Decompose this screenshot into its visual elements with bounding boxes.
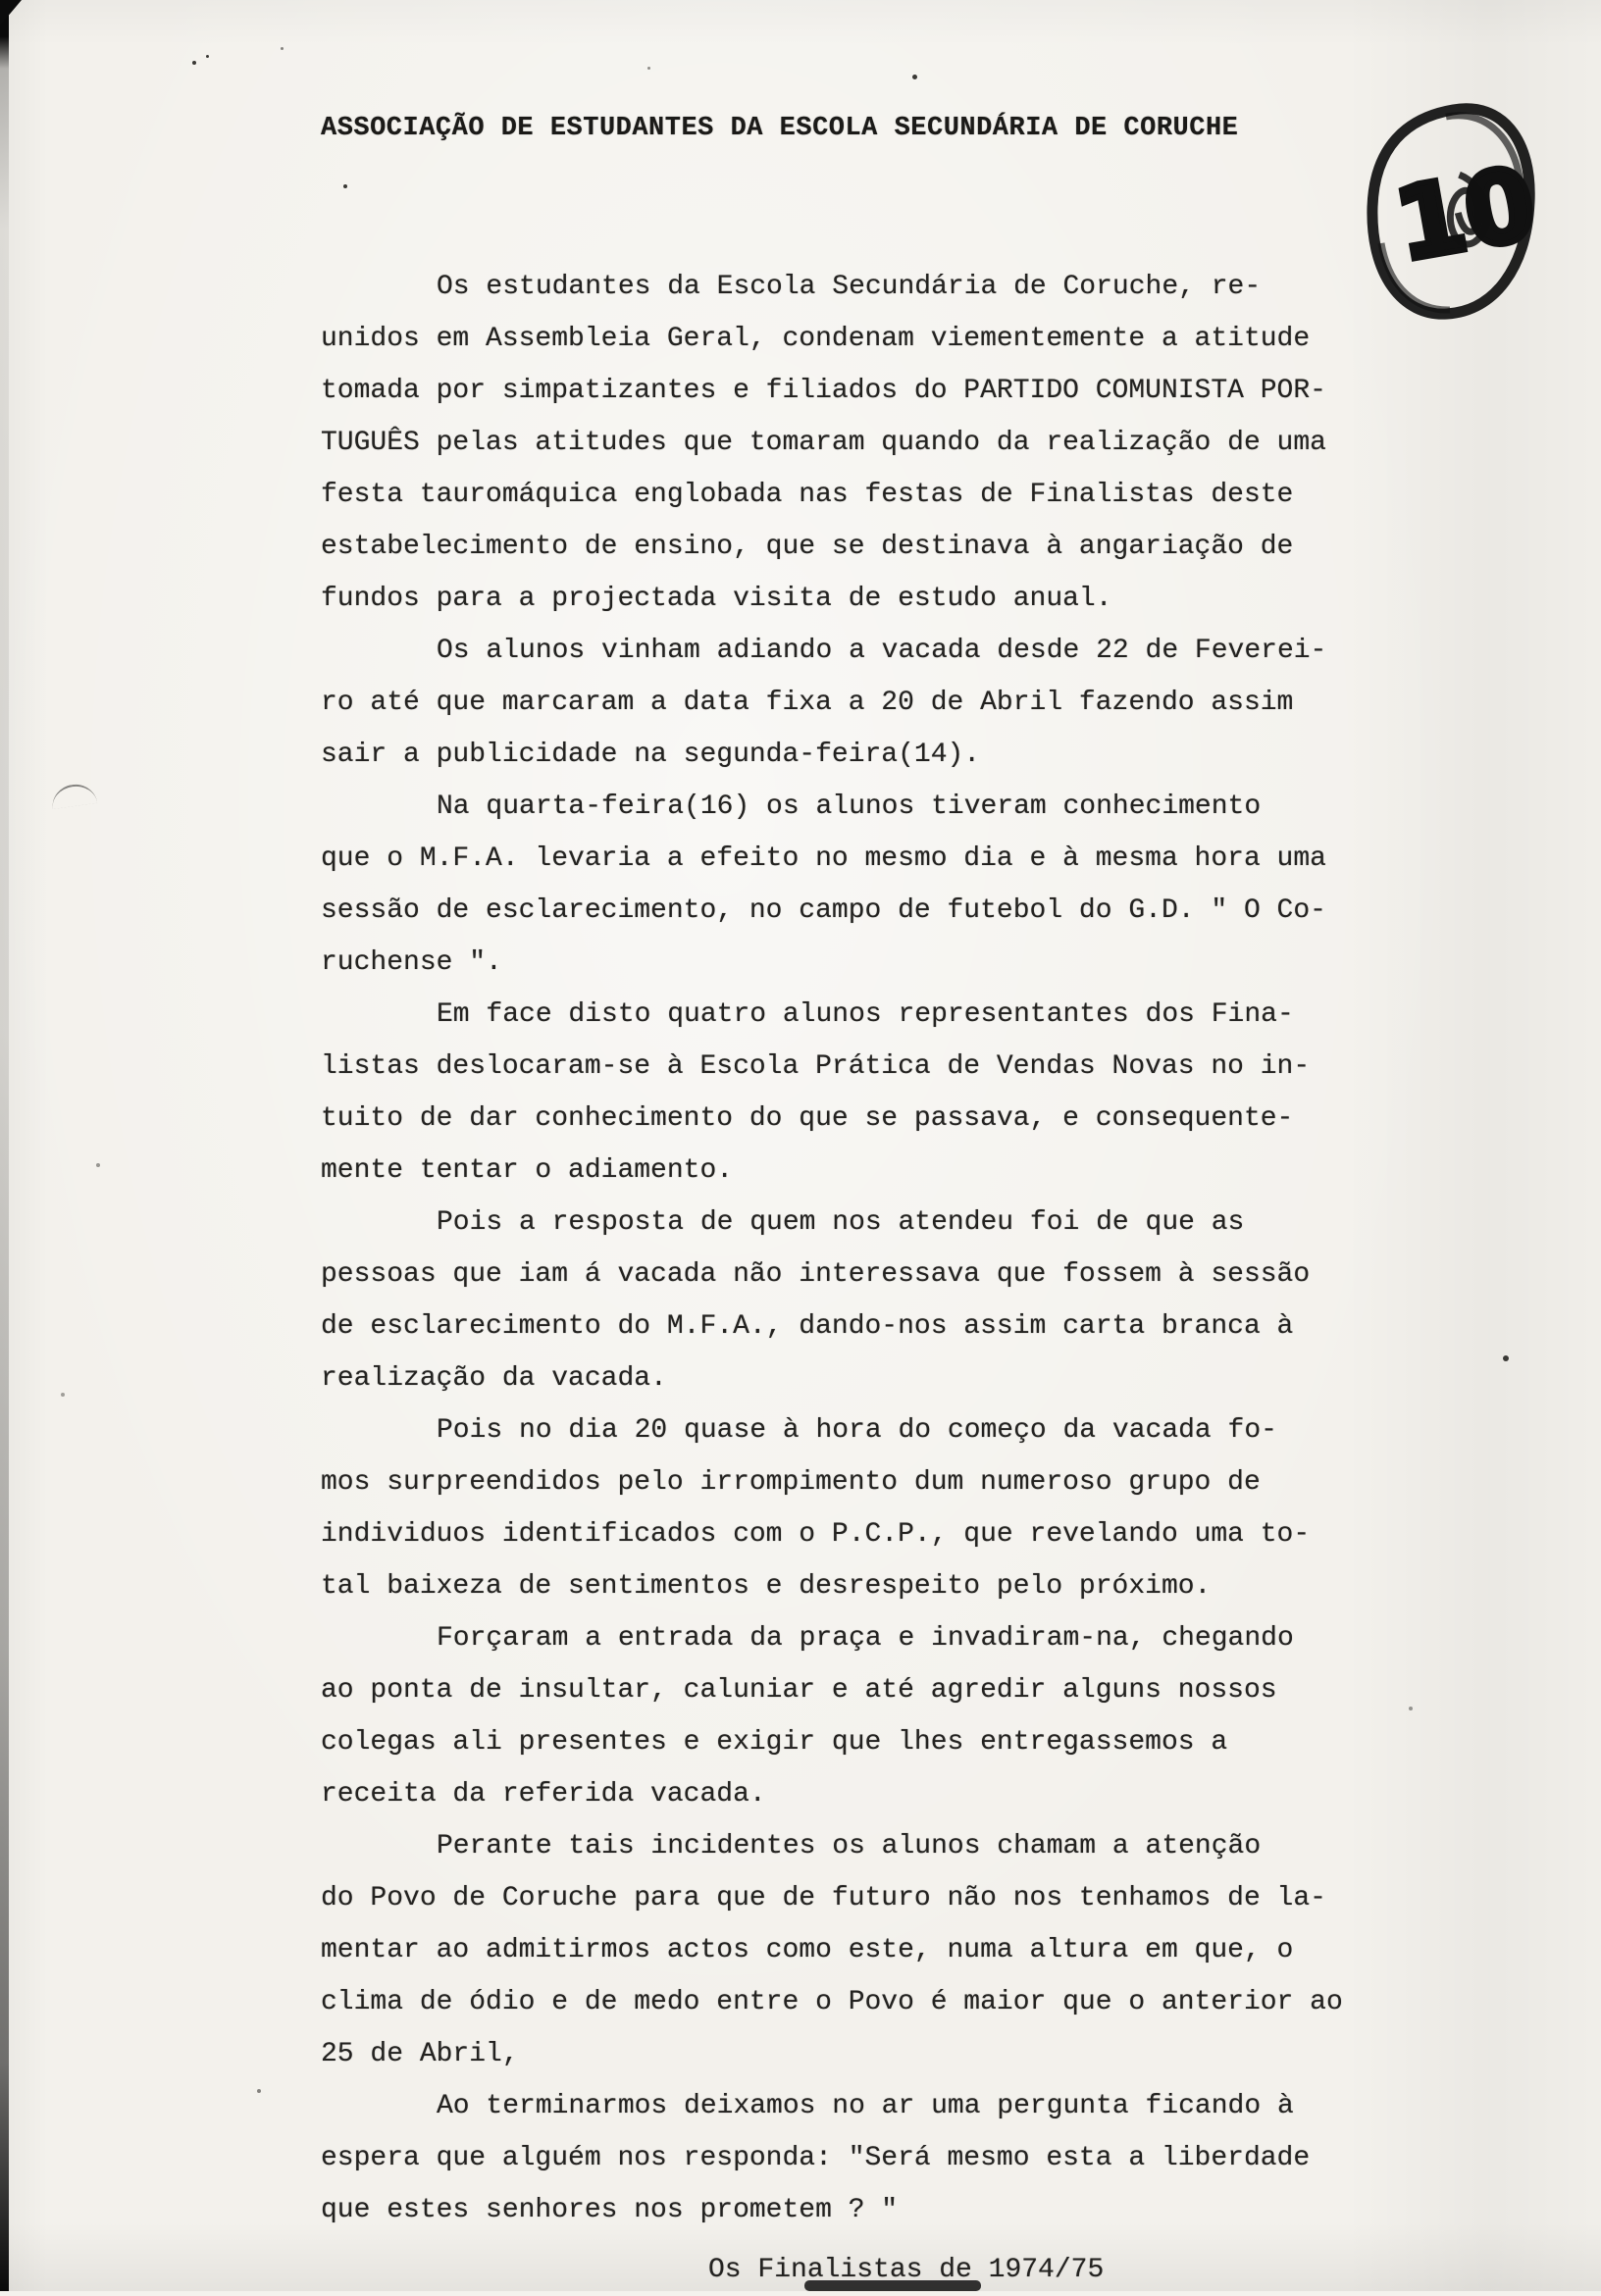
scan-speck xyxy=(257,2089,261,2093)
scan-speck xyxy=(206,55,209,58)
document-line: Os alunos vinham adiando a vacada desde 22 de Feverei- xyxy=(437,636,1327,666)
scan-speck xyxy=(343,184,347,188)
document-line: ro até que marcaram a data fixa a 20 de Abril fazendo assim xyxy=(321,688,1294,718)
scan-speck xyxy=(192,61,196,65)
document-line: tal baixeza de sentimentos e desrespeito pelo próximo. xyxy=(321,1571,1212,1602)
scan-pen-mark xyxy=(50,782,98,809)
document-line: ao ponta de insultar, caluniar e até agredir alguns nossos xyxy=(321,1675,1277,1706)
stamp-number: 10 xyxy=(1386,145,1544,285)
document-line: festa tauromáquica englobada nas festas de Finalistas deste xyxy=(321,480,1294,510)
document-line: TUGUÊS pelas atitudes que tomaram quando da realização de uma xyxy=(321,428,1326,458)
scan-speck xyxy=(1503,1355,1509,1361)
document-line: Perante tais incidentes os alunos chamam a atenção xyxy=(437,1831,1262,1862)
document-line: espera que alguém nos responda: "Será mesmo esta a liberdade xyxy=(321,2143,1311,2173)
document-line: tomada por simpatizantes e filiados do PARTIDO COMUNISTA POR- xyxy=(321,376,1326,406)
document-line: Pois no dia 20 quase à hora do começo da vacada fo- xyxy=(437,1415,1277,1446)
scan-speck xyxy=(647,67,650,70)
document-line: Forçaram a entrada da praça e invadiram-na, chegando xyxy=(437,1623,1294,1654)
document-line: pessoas que iam á vacada não interessava que fossem à sessão xyxy=(321,1259,1311,1290)
document-line: sessão de esclarecimento, no campo de futebol do G.D. " O Co- xyxy=(321,895,1326,926)
document-line: fundos para a projectada visita de estudo anual. xyxy=(321,584,1112,614)
document-line: 25 de Abril, xyxy=(321,2039,519,2069)
document-line: que estes senhores nos prometem ? " xyxy=(321,2195,899,2225)
scan-speck xyxy=(912,75,917,79)
scan-edge-left xyxy=(0,0,9,2291)
document-line: ruchense ". xyxy=(321,947,502,978)
scan-speck xyxy=(281,47,284,50)
document-line: sair a publicidade na segunda-feira(14). xyxy=(321,740,981,770)
document-line: receita da referida vacada. xyxy=(321,1779,766,1810)
document-line: Pois a resposta de quem nos atendeu foi de que as xyxy=(437,1207,1245,1238)
document-line: unidos em Assembleia Geral, condenam viementemente a atitude xyxy=(321,324,1311,354)
document-line: mente tentar o adiamento. xyxy=(321,1155,734,1186)
document-line: mos surpreendidos pelo irrompimento dum numeroso grupo de xyxy=(321,1467,1261,1498)
document-line: de esclarecimento do M.F.A., dando-nos assim carta branca à xyxy=(321,1311,1294,1342)
document-line: Ao terminarmos deixamos no ar uma pergunta ficando à xyxy=(437,2091,1294,2121)
page-title: ASSOCIAÇÃO DE ESTUDANTES DA ESCOLA SECUNDÁRIA DE CORUCHE xyxy=(321,114,1239,143)
scan-speck xyxy=(96,1163,100,1167)
document-line: mentar ao admitirmos actos como este, numa altura em que, o xyxy=(321,1935,1294,1965)
scan-speck xyxy=(1409,1707,1413,1710)
document-line: clima de ódio e de medo entre o Povo é maior que o anterior ao xyxy=(321,1987,1343,2017)
scan-speck xyxy=(61,1393,65,1397)
document-body xyxy=(321,261,1380,2296)
document-line: Em face disto quatro alunos representantes dos Fina- xyxy=(437,999,1294,1030)
document-line: Na quarta-feira(16) os alunos tiveram conhecimento xyxy=(437,791,1262,822)
page-number-stamp xyxy=(1356,96,1548,328)
document-line: que o M.F.A. levaria a efeito no mesmo dia e à mesma hora uma xyxy=(321,843,1326,874)
document-line: colegas ali presentes e exigir que lhes entregassemos a xyxy=(321,1727,1228,1758)
document-line: do Povo de Coruche para que de futuro não nos tenhamos de la- xyxy=(321,1883,1326,1913)
signature: Os Finalistas de 1974/75 xyxy=(708,2255,1105,2285)
document-line: individuos identificados com o P.C.P., que revelando uma to- xyxy=(321,1519,1311,1550)
document-line: tuito de dar conhecimento do que se passava, e consequente- xyxy=(321,1103,1294,1134)
document-line: estabelecimento de ensino, que se destinava à angariação de xyxy=(321,532,1294,562)
document-line: realização da vacada. xyxy=(321,1363,667,1394)
document-line: listas deslocaram-se à Escola Prática de Vendas Novas no in- xyxy=(321,1051,1311,1082)
document-line: Os estudantes da Escola Secundária de Coruche, re- xyxy=(437,272,1262,302)
